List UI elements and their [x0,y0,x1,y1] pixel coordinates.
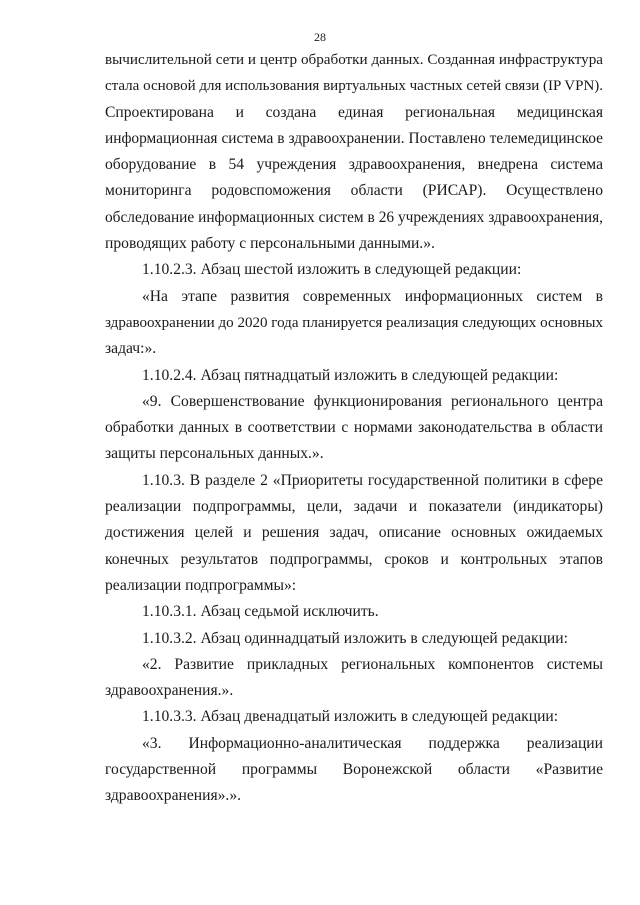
text-line: реализации подпрограммы»: [105,576,297,594]
text-line: конечных результатов подпрограммы, сроков и контрольных этапов [105,550,603,568]
text-line: «На этапе развития современных информационных систем в [142,287,603,305]
text-line: реализации подпрограммы, цели, задачи и показатели (индикаторы) [105,498,603,516]
text-line: 1.10.2.4. Абзац пятнадцатый изложить в следующей редакции: [142,366,559,384]
text-line: задач:». [105,340,157,358]
text-line: здравоохранении до 2020 года планируется реализация следующих основных [105,314,603,331]
text-line: обследование информационных систем в 26 учреждениях здравоохранения, [105,208,603,226]
text-line: здравоохранения.». [105,682,234,700]
text-line: оборудование в 54 учреждения здравоохранения, внедрена система [105,156,603,174]
text-line: стала основой для использования виртуальных частных сетей связи (IP VPN). [105,78,604,95]
text-line: «2. Развитие прикладных региональных компонентов системы [142,655,603,673]
text-line: 1.10.3.3. Абзац двенадцатый изложить в следующей редакции: [142,708,559,726]
text-line: достижения целей и решения задач, описание основных ожидаемых [105,524,603,542]
text-line: 1.10.3.1. Абзац седьмой исключить. [142,603,379,621]
text-line: здравоохранения».». [105,787,242,805]
text-line: мониторинга родовспоможения области (РИСАР). Осуществлено [105,182,603,200]
document-body [105,47,603,810]
text-line: вычислительной сети и центр обработки данных. Созданная инфраструктура [105,52,603,68]
text-line: государственной программы Воронежской области «Развитие [105,761,603,779]
text-line: 1.10.3. В разделе 2 «Приоритеты государственной политики в сфере [142,471,603,489]
text-line: обработки данных в соответствии с нормами законодательства в области [105,419,603,437]
text-line: 1.10.2.3. Абзац шестой изложить в следующей редакции: [142,261,522,279]
text-line: информационная система в здравоохранении. Поставлено телемедицинское [105,129,603,147]
text-line: 1.10.3.2. Абзац одиннадцатый изложить в следующей редакции: [142,629,568,647]
text-line: «3. Информационно-аналитическая поддержка реализации [142,734,603,752]
text-line: Спроектирована и создана единая региональная медицинская [105,103,603,121]
text-line: проводящих работу с персональными данными.». [105,235,435,253]
text-line: «9. Совершенствование функционирования регионального центра [142,392,603,410]
page-number: 28 [314,30,326,44]
text-line: защиты персональных данных.». [105,445,324,463]
